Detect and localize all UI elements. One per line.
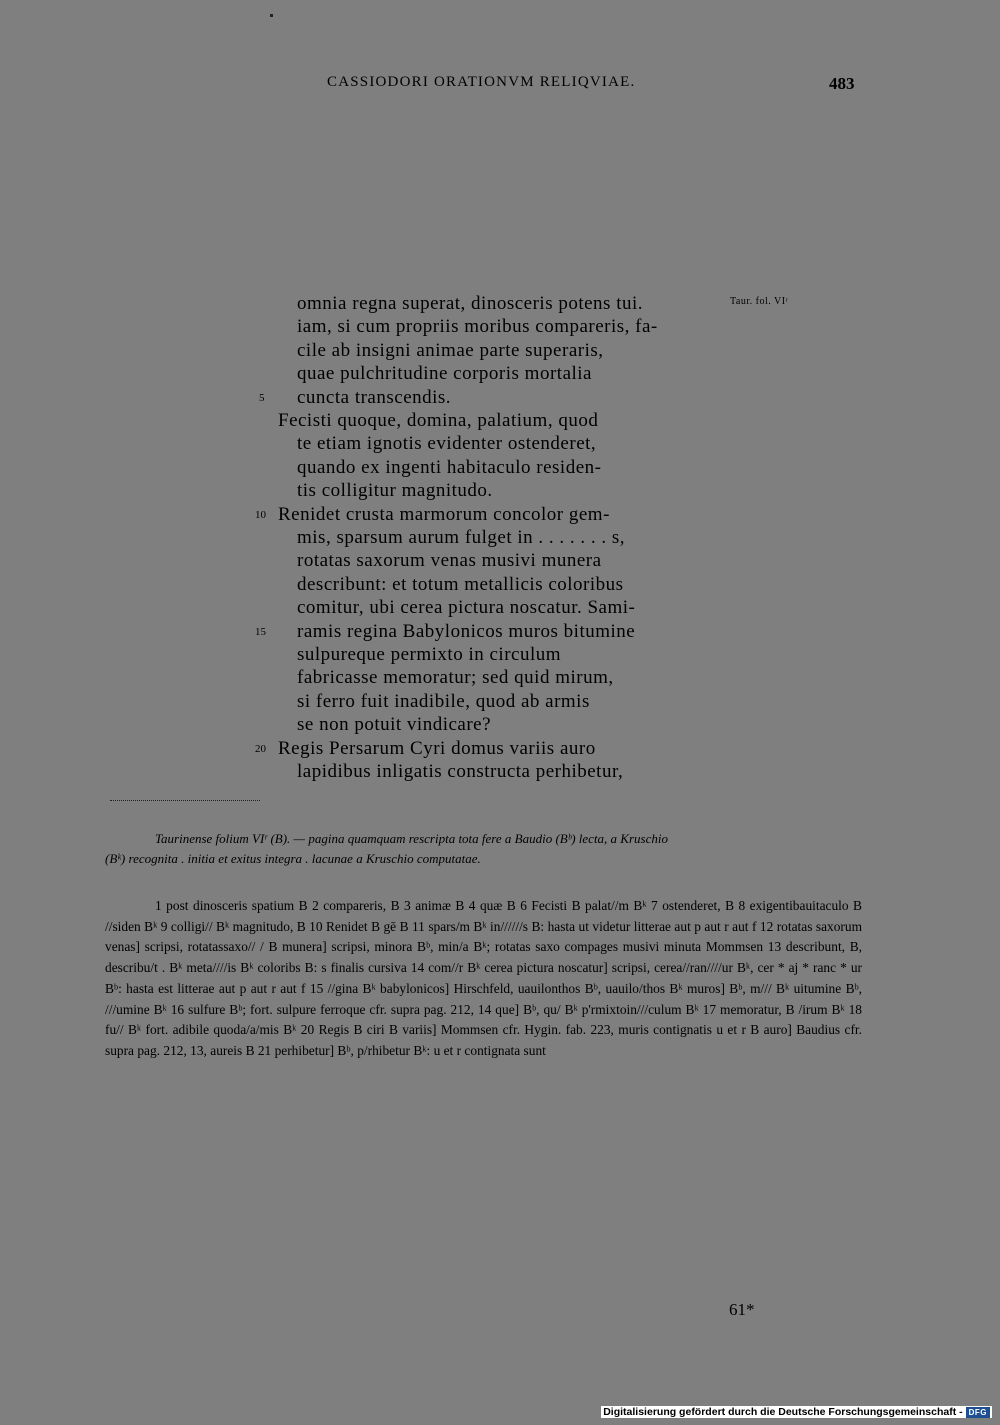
text-line: ramis regina Babylonicos muros bitumine (297, 620, 636, 642)
text-line: omnia regna superat, dinosceris potens tui. (297, 293, 644, 314)
source-note-line-1: Taurinense folium VIʳ (B). — pagina quamquam rescripta tota fere a Baudio (Bᵇ) lecta, a Kruschio (155, 831, 668, 846)
text-line: se non potuit vindicare? (297, 714, 492, 736)
line-number: 20 (255, 742, 266, 755)
credit-text: Digitalisierung gefördert durch die Deutsche Forschungsgemeinschaft - (603, 1406, 963, 1418)
critical-apparatus (105, 896, 862, 1062)
line-number: 15 (255, 625, 266, 638)
text-line: cile ab insigni animae parte superaris, (297, 339, 604, 361)
margin-note: Taur. fol. VIʳ (730, 296, 789, 307)
text-line: iam, si cum propriis moribus compareris, fa- (297, 316, 658, 338)
page-number: 483 (829, 74, 855, 93)
text-line: lapidibus inligatis constructa perhibetur, (297, 761, 624, 782)
text-line: Fecisti quoque, domina, palatium, quod (278, 410, 599, 431)
source-note-line-2: (Bᵏ) recognita . initia et exitus integra . lacunae a Kruschio computatae. (105, 851, 481, 866)
text-line: cuncta transcendis. (297, 386, 452, 408)
text-line: Renidet crusta marmorum concolor gem- (278, 503, 610, 525)
text-line: mis, sparsum aurum fulget in . . . . . . . s, (297, 527, 626, 548)
text-line: describunt: et totum metallicis coloribus (297, 573, 624, 595)
text-line: rotatas saxorum venas musivi munera (297, 550, 602, 572)
dfg-logo-icon: DFG (966, 1407, 990, 1418)
source-note (105, 829, 862, 869)
page-speck (270, 14, 273, 17)
text-line: comitur, ubi cerea pictura noscatur. Sami- (297, 597, 636, 619)
apparatus-text: 1 post dinosceris spatium B 2 compareris, B 3 animæ B 4 quæ B 6 Fecisti B palat//m Bᵏ 7 ostenderet, B 8 exigentibauitaculo B //siden Bᵏ 9 colligi// Bᵏ magnitudo, B 10 Renidet B gē B 11 spars/m Bᵏ in//////s B: hasta ut videtur litterae aut p aut r aut f 12 rotatas saxorum venas] scripsi, rotatassaxo// / B munera] scripsi, minora Bᵇ, min/a Bᵏ; rotatas saxo compages musivi minuta Mommsen 13 describunt, B, describu/t . Bᵏ meta////is Bᵏ coloribs B: s finalis cursiva 14 com//r Bᵏ cerea pictura noscatur] scripsi, cerea//ran////ur Bᵏ, cer * aj * ranc * ur Bᵇ: hasta est litterae aut p aut r aut f 15 //gina Bᵏ babylonicos] Hirschfeld, uauilonthos Bᵇ, uauilo/thos Bᵏ muros] Bᵇ, m/// Bᵏ uitumine Bᵇ, ///umine Bᵏ 16 sulfure Bᵇ; fort. sulpure ferroque cfr. supra pag. 212, 14 que] Bᵇ, qu/ Bᵏ p'rmixtoin///culum Bᵏ 17 memoratur, B /irum Bᵏ 18 fu// Bᵏ fort. adibile quoda/a/mis Bᵏ 20 Regis B ciri B variis] Mommsen cfr. Hygin. fab. 223, muris contignatis u et r B auro] Baudius cfr. supra pag. 212, 13, aureis B 21 perhibetur] Bᵇ, p/rhibetur Bᵏ: u et r contignata sunt (105, 898, 862, 1058)
footnote-rule (110, 800, 260, 801)
text-line: quae pulchritudine corporis mortalia (297, 363, 592, 385)
running-title: CASSIODORI ORATIONVM RELIQVIAE. (327, 74, 636, 90)
text-line: te etiam ignotis evidenter ostenderet, (297, 433, 597, 455)
text-line: tis colligitur magnitudo. (297, 480, 493, 502)
text-line: sulpureque permixto in circulum (297, 644, 562, 665)
text-line: si ferro fuit inadibile, quod ab armis (297, 690, 590, 712)
text-line: fabricasse memoratur; sed quid mirum, (297, 667, 614, 689)
line-number: 10 (255, 508, 266, 521)
signature-mark: 61* (729, 1300, 755, 1319)
line-number: 5 (259, 391, 265, 404)
text-line: quando ex ingenti habitaculo residen- (297, 456, 602, 478)
text-line: Regis Persarum Cyri domus variis auro (278, 737, 596, 759)
dfg-credit[interactable] (601, 1406, 992, 1418)
